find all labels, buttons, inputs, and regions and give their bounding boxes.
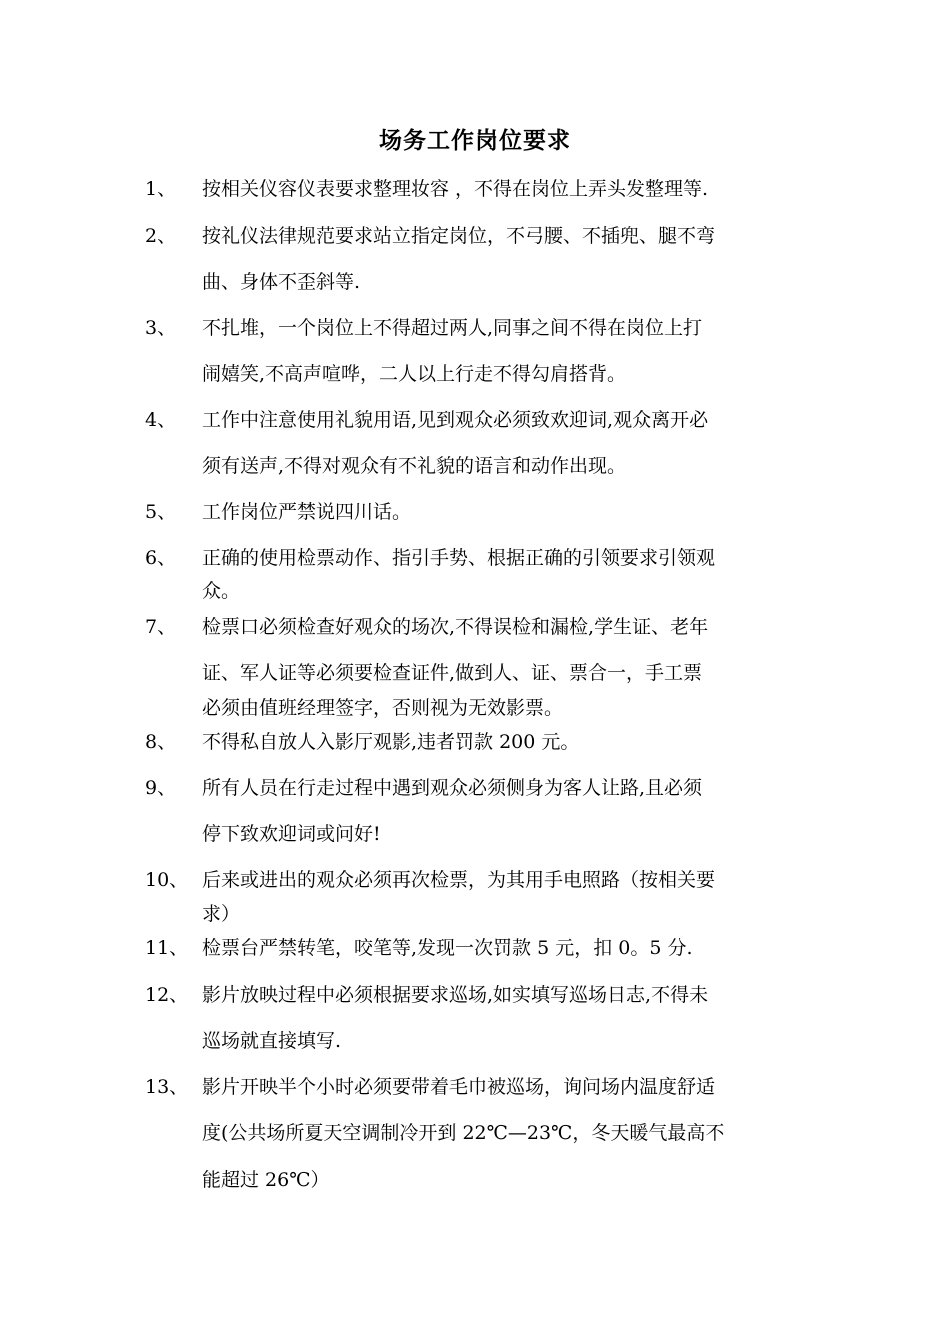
item-text-line: 检票台严禁转笔，咬笔等,发现一次罚款 5 元，扣 0。5 分. xyxy=(202,937,693,959)
item-text-line: 度(公共场所夏天空调制冷开到 22℃—23℃，冬天暖气最高不 xyxy=(202,1122,725,1144)
item-number: 11、 xyxy=(145,937,189,959)
item-number: 2、 xyxy=(145,225,177,247)
item-text-line: 须有送声,不得对观众有不礼貌的语言和动作出现。 xyxy=(202,455,627,477)
item-number: 9、 xyxy=(145,777,177,799)
item-text-line: 停下致欢迎词或问好! xyxy=(202,823,381,845)
item-number: 12、 xyxy=(145,984,189,1006)
item-number: 3、 xyxy=(145,317,177,339)
item-number: 13、 xyxy=(145,1076,189,1098)
item-text-line: 正确的使用检票动作、指引手势、根据正确的引领要求引领观 xyxy=(202,547,716,569)
item-text-line: 不得私自放人入影厅观影,违者罚款 200 元。 xyxy=(202,731,580,753)
item-number: 5、 xyxy=(145,501,177,523)
item-number: 4、 xyxy=(145,409,177,431)
item-number: 10、 xyxy=(145,869,189,891)
item-text-line: 闹嬉笑,不高声喧哗，二人以上行走不得勾肩搭背。 xyxy=(202,363,627,385)
item-text-line: 所有人员在行走过程中遇到观众必须侧身为客人让路,且必须 xyxy=(202,777,703,799)
item-text-line: 能超过 26℃） xyxy=(202,1169,330,1191)
item-text-line: 巡场就直接填写. xyxy=(202,1030,342,1052)
item-text-line: 工作岗位严禁说四川话。 xyxy=(202,501,412,523)
item-text-line: 按礼仪法律规范要求站立指定岗位，不弓腰、不插兜、腿不弯 xyxy=(202,225,716,247)
item-text-line: 检票口必须检查好观众的场次,不得误检和漏检,学生证、老年 xyxy=(202,616,709,638)
item-text-line: 求） xyxy=(202,903,241,925)
item-text-line: 众。 xyxy=(202,580,241,602)
item-number: 6、 xyxy=(145,547,177,569)
item-text-line: 按相关仪容仪表要求整理妆容 ，不得在岗位上弄头发整理等. xyxy=(202,178,709,200)
item-text-line: 必须由值班经理签字，否则视为无效影票。 xyxy=(202,697,564,719)
item-text-line: 证、军人证等必须要检查证件,做到人、证、票合一，手工票 xyxy=(202,662,703,684)
item-text-line: 工作中注意使用礼貌用语,见到观众必须致欢迎词,观众离开必 xyxy=(202,409,709,431)
item-text-line: 影片开映半个小时必须要带着毛巾被巡场，询问场内温度舒适 xyxy=(202,1076,716,1098)
item-number: 1、 xyxy=(145,178,177,200)
document-title: 场务工作岗位要求 xyxy=(379,127,571,154)
item-number: 7、 xyxy=(145,616,177,638)
item-text-line: 曲、身体不歪斜等. xyxy=(202,271,361,293)
item-text-line: 不扎堆，一个岗位上不得超过两人,同事之间不得在岗位上打 xyxy=(202,317,703,339)
item-text-line: 后来或进出的观众必须再次检票，为其用手电照路（按相关要 xyxy=(202,869,716,891)
item-text-line: 影片放映过程中必须根据要求巡场,如实填写巡场日志,不得未 xyxy=(202,984,709,1006)
item-number: 8、 xyxy=(145,731,177,753)
